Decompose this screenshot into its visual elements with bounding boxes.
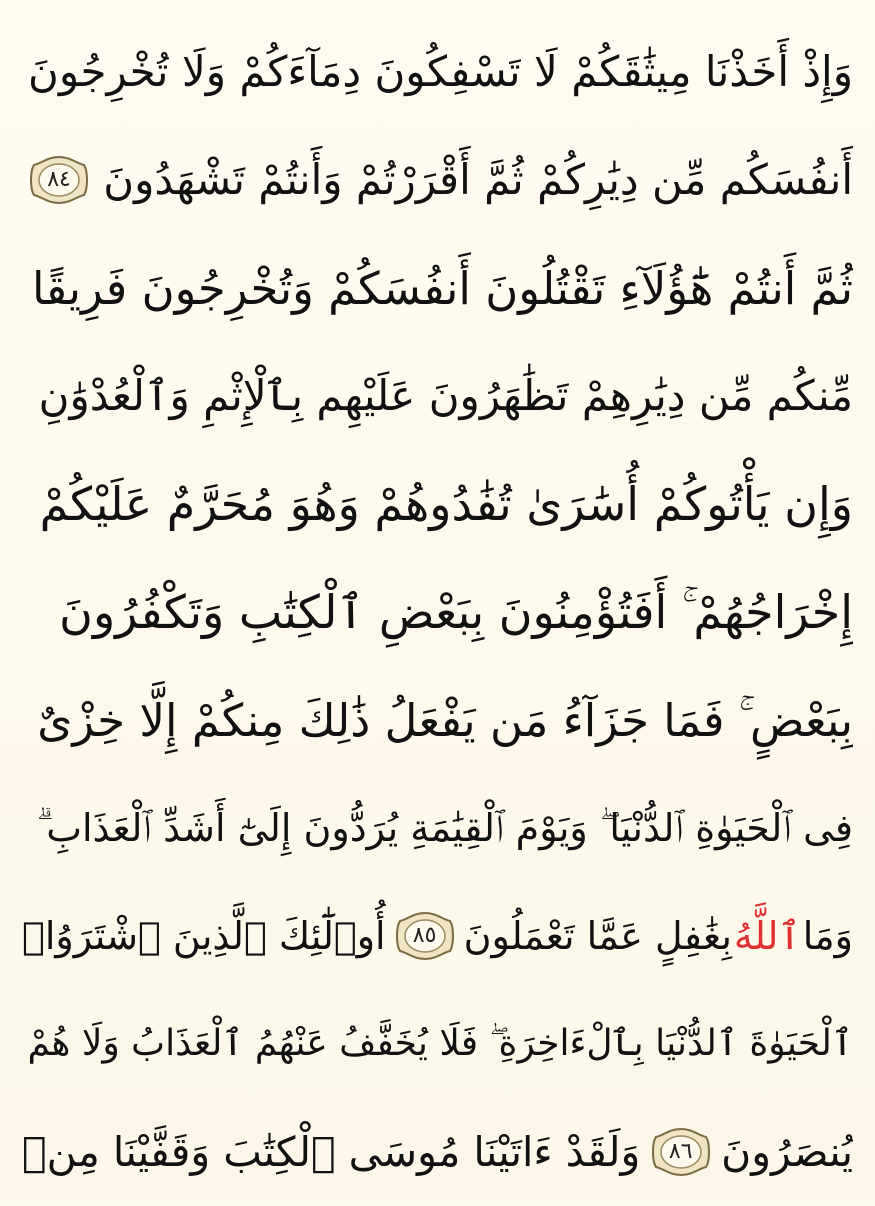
verse-text: يُنصَرُونَ (721, 1127, 853, 1176)
verse-text: أَنفُسَكُم مِّن دِيَٰرِكُمْ ثُمَّ أَقْرَرْتُمْ وَأَنتُمْ تَشْهَدُونَ (103, 155, 853, 204)
verse-text: وَلَقَدْ ءَاتَيْنَا مُوسَى ٱلْكِتَٰبَ وَقَفَّيْنَا مِنۢ (22, 1127, 641, 1176)
verse-text: بِبَعْضٍ ۚ فَمَا جَزَآءُ مَن يَفْعَلُ ذَٰلِكَ مِنكُمْ إِلَّا خِزْىٌ (37, 693, 853, 747)
verse-line (22, 342, 853, 450)
verse-number-marker (650, 1127, 712, 1177)
verse-line (22, 18, 853, 126)
verse-line (22, 450, 853, 558)
verse-text: أُو۟لَٰٓئِكَ ٱلَّذِينَ ٱشْتَرَوُا۟ (22, 914, 386, 958)
verse-text: ٱلْحَيَوٰةَ ٱلدُّنْيَا بِٱلْءَاخِرَةِ ۖ فَلَا يُخَفَّفُ عَنْهُمُ ٱلْعَذَابُ وَلَا هُمْ (27, 1023, 853, 1064)
verse-text: وَإِذْ أَخَذْنَا مِيثَٰقَكُمْ لَا تَسْفِكُونَ دِمَآءَكُمْ وَلَا تُخْرِجُونَ (27, 47, 853, 96)
verse-line (22, 126, 853, 234)
verse-number: ٨٤ (47, 167, 71, 192)
verse-line (22, 666, 853, 774)
verse-line (22, 774, 853, 882)
verse-text: ثُمَّ أَنتُمْ هَٰٓؤُلَآءِ تَقْتُلُونَ أَنفُسَكُمْ وَتُخْرِجُونَ فَرِيقًا (31, 261, 853, 315)
verse-text: وَمَا (802, 914, 853, 958)
verse-line (22, 234, 853, 342)
verse-number-marker (394, 911, 456, 961)
verse-text: بِغَٰفِلٍ عَمَّا تَعْمَلُونَ (463, 914, 732, 958)
verse-line (22, 882, 853, 990)
verse-number: ٨٦ (668, 1139, 693, 1164)
verse-text: مِّنكُم مِّن دِيَٰرِهِمْ تَظَٰهَرُونَ عَلَيْهِم بِٱلْإِثْمِ وَٱلْعُدْوَٰنِ (38, 371, 853, 420)
verse-number-marker (28, 155, 90, 205)
verse-text: إِخْرَاجُهُمْ ۚ أَفَتُؤْمِنُونَ بِبَعْضِ ٱلْكِتَٰبِ وَتَكْفُرُونَ (59, 585, 853, 639)
verse-text: وَإِن يَأْتُوكُمْ أُسَٰرَىٰ تُفَٰدُوهُمْ وَهُوَ مُحَرَّمٌ عَلَيْكُمْ (39, 477, 853, 531)
verse-line (22, 1098, 853, 1206)
divine-name-text: ٱللَّهُ (733, 914, 801, 958)
verse-line (22, 558, 853, 666)
verse-text: فِى ٱلْحَيَوٰةِ ٱلدُّنْيَا ۖ وَيَوْمَ ٱلْقِيَٰمَةِ يُرَدُّونَ إِلَىٰٓ أَشَدِّ ٱلْعَذَابِ ۗ (36, 806, 853, 850)
verse-line (22, 990, 853, 1098)
verse-number: ٨٥ (412, 923, 437, 948)
